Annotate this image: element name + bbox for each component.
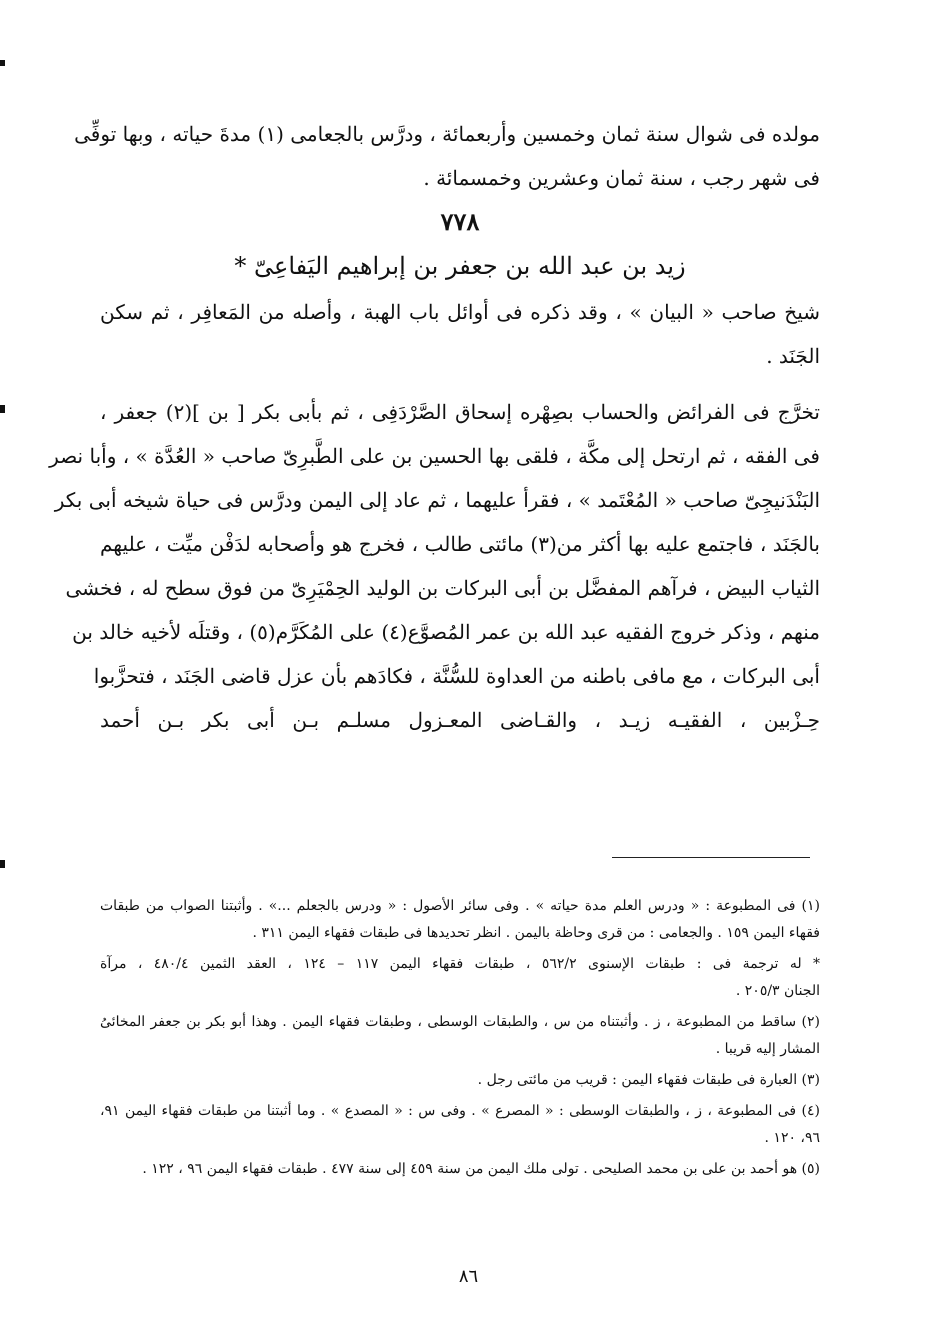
footnote-4 [100,1098,820,1152]
footnote-line: (٤) فى المطبوعة ، ز ، والطبقات الوسطى : « المصرع » . وفى س : « المصدع » . وما أثبتنا من طبقات فقهاء اليمن ٩١، [100,1103,820,1119]
footnote-3 [100,1067,820,1094]
text-line: مولده فى شوال سنة ثمان وخمسين وأربعمائة ، ودرَّس بالجعامى (١) مدةَ حياته ، وبها توفِّى [74,122,820,146]
footnote-line: (٣) العبارة فى طبقات فقهاء اليمن : قريب من مائتى رجل . [477,1072,820,1088]
footnote-line: * له ترجمة فى : طبقات الإسنوى ٥٦٢/٢ ، طبقات فقهاء اليمن ١١٧ – ١٢٤ ، العقد الثمين ٤٨٠/٤ ، مرآة [100,956,820,972]
scan-edge-mark [0,60,5,66]
text-line: تخرَّج فى الفرائض والحساب بصِهْره إسحاق الصَّرْدَفِى ، ثم بأبى بكر [ بن ](٢) جعفر ، [100,400,820,424]
text-line: حِـزْبين ، الفقيـه زيـد ، والقـاضى المعـزول مسلـم بـن أبى بكر بـن أحمد [100,708,820,732]
scan-edge-mark [0,405,5,413]
text-line: الثياب البيض ، فرآهم المفضَّل بن أبى البركات بن الوليد الحِمْيَرِىّ من فوق سطح له ، فخشى [65,576,820,600]
footnote-5 [100,1156,820,1183]
entry-number: ٧٧٨ [440,207,480,236]
footnote-2 [100,1009,820,1063]
text-line: الجَنَد . [766,344,820,368]
text-line: فى الفقه ، ثم ارتحل إلى مكَّة ، فلقى بها الحسين بن على الطَّبرِىّ صاحب « العُدَّة » ، وأبا نصر [49,444,820,468]
footnote-line: (٥) هو أحمد بن على بن محمد الصليحى . تولى ملك اليمن من سنة ٤٥٩ إلى سنة ٤٧٧ . طبقات فقهاء اليمن ٩٦ ، ١٢٢ . [142,1161,820,1177]
main-text [49,112,820,742]
scan-edge-mark [0,860,5,868]
text-line: شيخ صاحب « البيان » ، وقد ذكره فى أوائل باب الهبة ، وأصله من المَعافِر ، ثم سكن [100,300,820,324]
footnote-star [100,951,820,1005]
footnote-line: المشار إليه قريبا . [715,1041,820,1057]
footnote-line: (١) فى المطبوعة : « ودرس العلم مدة حياته » . وفى سائر الأصول : « ودرس بالجعلم ...» . وأثبتنا الصواب من طبقات [100,898,820,914]
footnote-line: ٩٦، ١٢٠ . [764,1130,820,1146]
text-line: البَنْدَنيجِىّ صاحب « المُعْتَمد » ، فقرأ عليهما ، ثم عاد إلى اليمن ودرَّس فى حياة شيخه أبى بكر [54,488,820,512]
intro-paragraph [74,112,820,200]
paragraph-1 [100,290,820,378]
footnote-divider [612,857,810,858]
page-number: ٨٦ [458,1266,479,1287]
text-line: منهم ، وذكر خروج الفقيه عبد الله بن عمر المُصوَّع(٤) على المُكَرَّم(٥) ، وقتلَه لأخيه خالد بن [72,620,820,644]
text-line: أبى البركات ، مع مافى باطنه من العداوة للسُّنَّة ، فكادَهم بأن عزل قاضى الجَنَد ، فتحزَّبوا [93,664,820,688]
paragraph-2 [49,390,820,742]
text-line: فى شهر رجب ، سنة ثمان وعشرين وخمسمائة . [423,166,820,190]
footnote-line: الجنان ٢٠٥/٣ . [735,983,820,999]
footnote-line: فقهاء اليمن ١٥٩ . والجعامى : من قرى وحاظة باليمن . انظر تحديدها فى طبقات فقهاء اليمن ٣١١ . [252,925,820,941]
footnote-line: (٢) ساقط من المطبوعة ، ز . وأثبتناه من س ، والطبقات الوسطى ، وطبقات فقهاء اليمن . وهذا أبو بكر بن جعفر المخائىُ [100,1014,820,1030]
text-line: بالجَنَد ، فاجتمع عليه بها أكثر من(٣) مائتى طالب ، فخرج هو وأصحابه لدَفْن ميِّت ، عليهم [100,532,820,556]
footnote-1 [100,893,820,947]
entry-title: زيد بن عبد الله بن جعفر بن إبراهيم اليَفاعِىّ * [234,252,686,280]
footnotes [100,893,820,1183]
